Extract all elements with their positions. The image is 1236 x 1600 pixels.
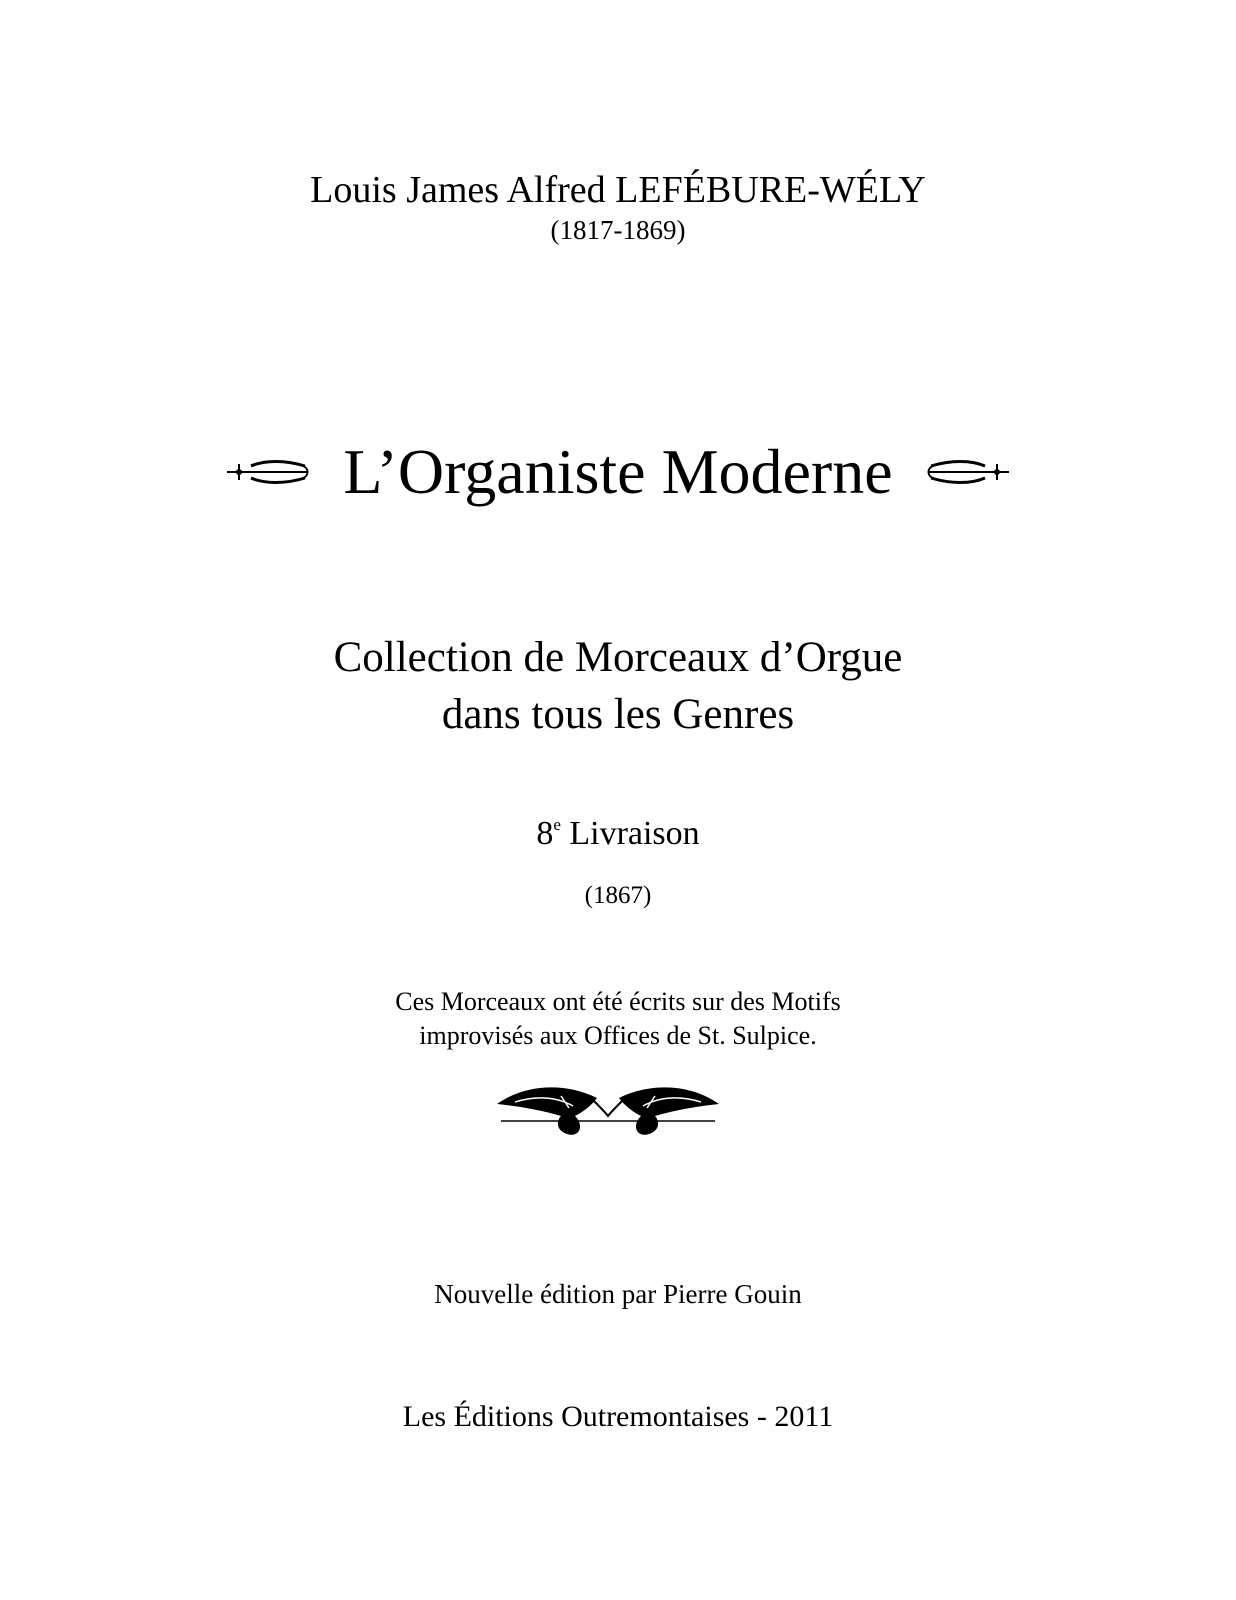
page-title: L’Organiste Moderne: [343, 436, 893, 507]
publication-year: (1867): [584, 882, 652, 909]
livraison-number: 8: [536, 815, 554, 852]
composer-dates: (1817-1869): [550, 215, 686, 245]
subtitle-line-2: dans tous les Genres: [441, 691, 795, 738]
scroll-flourish-right-icon: [927, 452, 1011, 492]
leaf-vignette-icon: [495, 1082, 721, 1138]
livraison: [0, 812, 1236, 856]
note-line-1: Ces Morceaux ont été écrits sur des Motifs: [395, 987, 841, 1016]
note-line-2: improvisés aux Offices de St. Sulpice.: [419, 1021, 817, 1050]
title-row: [0, 432, 1236, 512]
livraison-label: Livraison: [569, 815, 700, 852]
subtitle-line-1: Collection de Morceaux d’Orgue: [333, 634, 903, 681]
livraison-superscript: e: [553, 815, 561, 834]
editor-credit: Nouvelle édition par Pierre Gouin: [434, 1279, 802, 1309]
publisher-credit: Les Éditions Outremontaises - 2011: [402, 1400, 834, 1433]
scroll-flourish-left-icon: [225, 452, 309, 492]
composer-name: Louis James Alfred LEFÉBURE-WÉLY: [310, 169, 926, 211]
